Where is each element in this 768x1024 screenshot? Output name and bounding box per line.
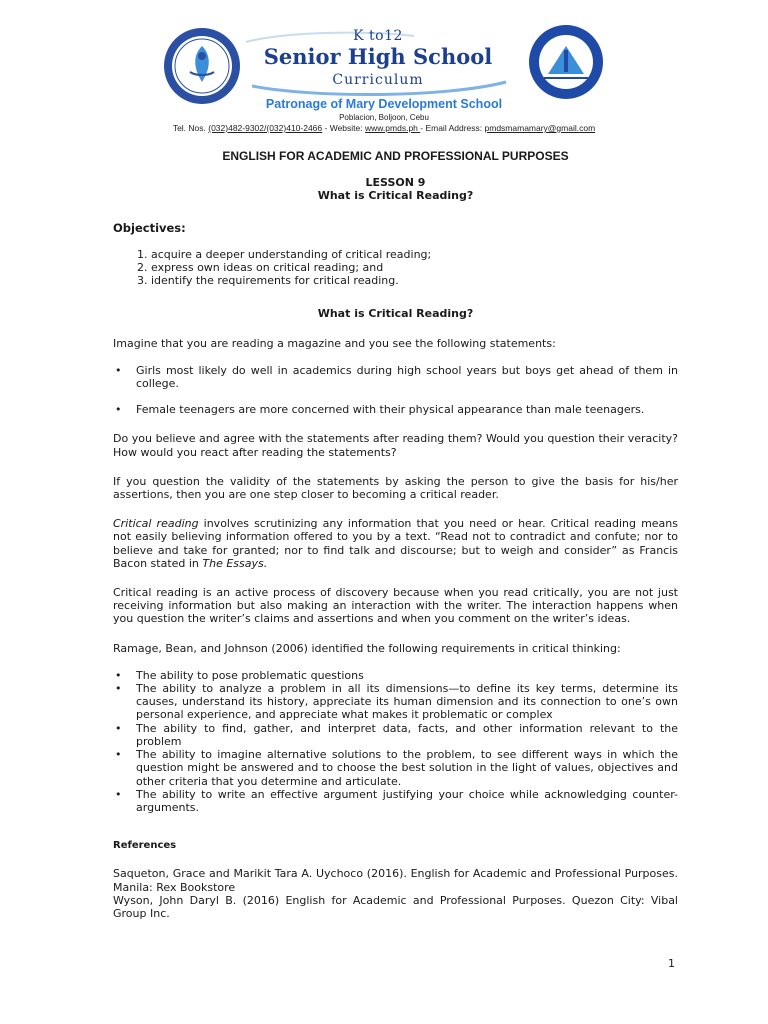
intro-paragraph xyxy=(113,337,678,350)
email-link[interactable]: pmdsmamamary@gmail.com xyxy=(484,123,596,133)
email-prefix: - Email Address: xyxy=(420,123,485,133)
requirement-item xyxy=(113,748,678,788)
requirements-list xyxy=(113,669,678,814)
school-address: Poblacion, Boljoon, Cebu xyxy=(339,113,429,122)
contact-prefix: Tel. Nos. xyxy=(172,123,209,133)
k12-banner xyxy=(244,28,512,98)
requirement-text: The ability to write an effective argument justifying your choice while acknowledging counter-arguments. xyxy=(136,787,678,814)
bullet-icon: • xyxy=(115,721,122,735)
reference-item: Saqueton, Grace and Marikit Tara A. Uychoco (2016). English for Academic and Professional Purposes. Manila: Rex Bookstore xyxy=(113,867,678,894)
paragraph-3 xyxy=(113,517,678,570)
bullet-icon: • xyxy=(115,363,122,377)
objectives-heading: Objectives: xyxy=(113,220,186,235)
banner-title: Senior High School xyxy=(263,44,493,69)
subject-title: ENGLISH FOR ACADEMIC AND PROFESSIONAL PURPOSES xyxy=(222,149,569,163)
objective-item: 2. express own ideas on critical reading; and xyxy=(137,261,384,275)
statement-item xyxy=(113,403,678,416)
website-link[interactable]: www.pmds.ph xyxy=(364,123,421,133)
statement-text: Girls most likely do well in academics during high school years but boys get ahead of them in college. xyxy=(136,363,678,391)
objectives-list xyxy=(113,248,678,288)
statements-list xyxy=(113,364,678,417)
lesson-number: LESSON 9 xyxy=(365,176,426,190)
requirement-text: The ability to find, gather, and interpret data, facts, and other information relevant to the problem xyxy=(136,721,678,748)
website-prefix: - Website: xyxy=(322,123,365,133)
banner-curriculum-text: Curriculum xyxy=(332,72,424,88)
requirement-item xyxy=(113,788,678,814)
statement-text: Female teenagers are more concerned with their physical appearance than male teenagers. xyxy=(136,403,645,417)
references-heading: References xyxy=(113,840,177,852)
objective-item: 3. identify the requirements for critical reading. xyxy=(137,274,399,288)
requirement-text: The ability to pose problematic questions xyxy=(136,668,364,682)
bullet-icon: • xyxy=(115,748,122,762)
section-heading: What is Critical Reading? xyxy=(317,307,474,321)
paragraph-4: Critical reading is an active process of discovery because when you read critically, you are not just receiving information but also making an interaction with the writer. The interaction happens when you question the writer’s claims and assertions and when you comment on the writer’s ideas. xyxy=(113,586,678,626)
bullet-icon: • xyxy=(115,682,122,696)
requirement-item xyxy=(113,722,678,748)
paragraph-1: Do you believe and agree with the statements after reading them? Would you question their veracity? How would you react after reading the statements? xyxy=(113,432,678,459)
lesson-title: What is Critical Reading? xyxy=(317,189,474,203)
bullet-icon: • xyxy=(115,668,122,682)
bullet-icon: • xyxy=(115,403,122,417)
requirement-text: The ability to imagine alternative solutions to the problem, to see different ways in which the question might be answered and to choose the best solution in the light of values, objectives and other criteria that you determine and articulate. xyxy=(136,748,678,788)
banner-k12-text: K to12 xyxy=(353,28,403,44)
intro-text: Imagine that you are reading a magazine and you see the following statements: xyxy=(113,336,556,350)
requirement-text: The ability to analyze a problem in all its dimensions—to define its key terms, determine its causes, understand its history, appreciate its human dimension and its connection to one’s own personal experience, and appreciate what makes it problematic or complex xyxy=(136,682,678,722)
objective-item: 1. acquire a deeper understanding of critical reading; xyxy=(137,247,432,261)
bullet-icon: • xyxy=(115,787,122,801)
requirement-item xyxy=(113,682,678,722)
contact-line xyxy=(0,123,768,133)
paragraph-2: If you question the validity of the statements by asking the person to give the basis for his/her assertions, then you are one step closer to becoming a critical reader. xyxy=(113,474,678,502)
paragraph-5: Ramage, Bean, and Johnson (2006) identified the following requirements in critical thinking: xyxy=(113,641,621,655)
book-title: The Essays. xyxy=(202,556,268,570)
letterhead xyxy=(0,22,768,132)
document-body xyxy=(113,150,678,920)
school-seal-right-logo xyxy=(528,24,604,100)
critical-reading-term: Critical reading xyxy=(113,517,199,531)
phone-numbers: (032)482-9302/(032)410-2466 xyxy=(208,123,323,133)
page-number: 1 xyxy=(668,957,675,970)
paragraph-3-text: involves scrutinizing any information that you need or hear. Critical reading means not easily believing information offered to you by a text. “Read not to contradict and confute; nor to believe and take for granted; nor to find talk and discourse; but to weigh and consider” as Francis Bacon stated in xyxy=(113,517,678,570)
references-list xyxy=(113,867,678,920)
statement-item xyxy=(113,364,678,390)
requirement-item xyxy=(113,669,678,682)
reference-item: Wyson, John Daryl B. (2016) English for Academic and Professional Purposes. Quezon City: Vibal Group Inc. xyxy=(113,893,678,920)
school-name: Patronage of Mary Development School xyxy=(265,97,503,111)
school-seal-left-logo xyxy=(162,26,242,106)
